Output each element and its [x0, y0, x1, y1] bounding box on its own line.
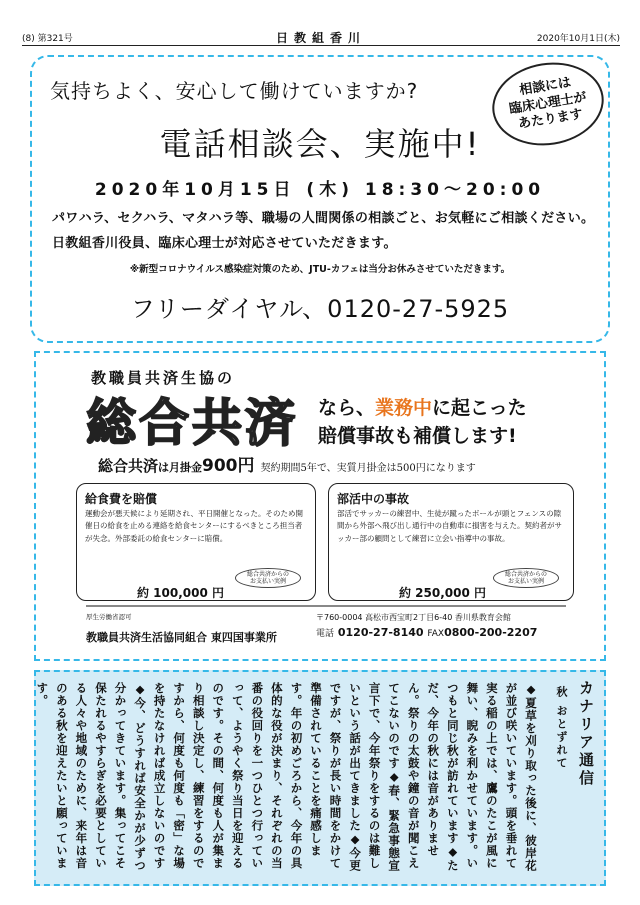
office-fax: 0800-200-2207 [444, 626, 538, 639]
masthead [22, 30, 620, 46]
office-address: 〒760-0004 高松市西宝町2丁目6-40 香川県教育会館 [316, 613, 511, 622]
consult-description: パワハラ、セクハラ、マタハラ等、職場の人間関係の相談ごと、お気軽にご相談ください。日教組香川役員、臨床心理士が対応させていただきます。 [52, 211, 595, 251]
payment-example-bubble: 総合共済からの お支払い実例 [493, 568, 559, 588]
ad-org-name: 教職員共済生協の [91, 369, 236, 387]
office-contact [316, 626, 537, 639]
payment-example-bubble: 総合共済からの お支払い実例 [235, 568, 301, 588]
counselor-badge-text: 相談には 臨床心理士が あたります [508, 74, 588, 133]
price-note: 契約期間5年で、実質月掛金は500円になります [260, 463, 476, 474]
case-title: 部活中の事故 [337, 492, 410, 506]
price-amount: 900円 [202, 456, 255, 476]
free-dial-phone: フリーダイヤル、0120-27-5925 [130, 295, 510, 323]
case-title: 給食費を賠償 [85, 492, 158, 506]
issue-number: (8) 第321号 [22, 34, 73, 44]
column-title: カナリア通信 [577, 680, 595, 788]
tagline-post: に起こった [432, 397, 527, 419]
ministry-approval: 厚生労働省認可 [86, 613, 132, 621]
case-card [76, 483, 316, 601]
mutual-aid-ad [34, 351, 606, 661]
consult-title: 電話相談会、実施中! [159, 125, 481, 163]
newspaper-title: 日教組香川 [275, 31, 366, 45]
issue-date: 2020年10月1日(木) [536, 34, 620, 44]
case-card [328, 483, 574, 601]
case-amount: 約 100,000 円 [137, 586, 225, 600]
column-body: ◆夏草を刈り取った後に、彼岸花が並び咲いています。頭を垂れて実る稲の上では、鷹のたこが風に舞い、睨みを利かせています。いつもと同じ秋が訪れています◆ただ、今年の秋には音がありません。祭りの太鼓や鐘の音が聞こえてこないのです◆春、緊急事態宣言下で、今年祭りをするのは難しいという話が出てきました◆今更ですが、祭りが長い時間をかけて準備されていることを痛感します。年の初めごろから、今年の具体的な役が決まり、それぞれの当番の役回りを一つひとつ行っていって、ようやく祭り当日を迎えるのです。その間、何度も人が集まり相談し決定し、練習をするのですから、何度も何度も「密」な場を持たなければ成立しないのです◆今、どうすれば安全かが少ずつ分かってきています。集ってこそ保たれるやすらぎを必要としている人々や地域のために、来年は音のある秋を迎えたいと願っています。 [35, 682, 538, 872]
case-body: 運動会が悪天候により延期され、平日開催となった。そのため開催日の給食を止める連絡を給食センターにするべきところ担当者が失念。外部委託の給食センターに賠償。 [85, 509, 303, 543]
consult-question: 気持ちよく、安心して働けていますか? [50, 79, 419, 103]
union-office-name: 教職員共済生活協同組合 東四国事業所 [86, 631, 277, 644]
tagline-pre: なら、 [318, 397, 376, 419]
tagline-emphasis: 業務中 [375, 397, 433, 419]
phone-label: 電話 [316, 629, 335, 639]
column-subtitle: 秋 おとずれて [555, 686, 568, 770]
case-body: 部活でサッカーの練習中、生徒が蹴ったボールが頭とフェンスの隙間から外部へ飛び出し通行中の自動車に損害を与えた。契約者がサッカー部の顧問として練習に立会い指導中の事故。 [337, 509, 562, 543]
ad-price-row [98, 451, 618, 476]
phone-consultation-section [30, 55, 610, 343]
case-amount: 約 250,000 円 [399, 586, 487, 600]
ad-tagline-1 [318, 393, 527, 420]
price-label: は月掛金 [158, 461, 203, 474]
ad-tagline-2: 賠償事故も補償します! [318, 425, 517, 447]
consult-date: 2020年10月15日 (木) 18:30〜20:00 [94, 180, 546, 200]
ad-main-title: 総合共済 [86, 394, 298, 452]
office-phone: 0120-27-8140 [337, 626, 424, 639]
canary-column [34, 670, 606, 886]
fax-label: FAX [427, 629, 445, 639]
price-product: 総合共済 [98, 457, 159, 475]
ad-divider [86, 605, 566, 607]
covid-note: ※新型コロナウイルス感染症対策のため、JTU-カフェは当分お休みさせていただきます。 [129, 264, 511, 275]
